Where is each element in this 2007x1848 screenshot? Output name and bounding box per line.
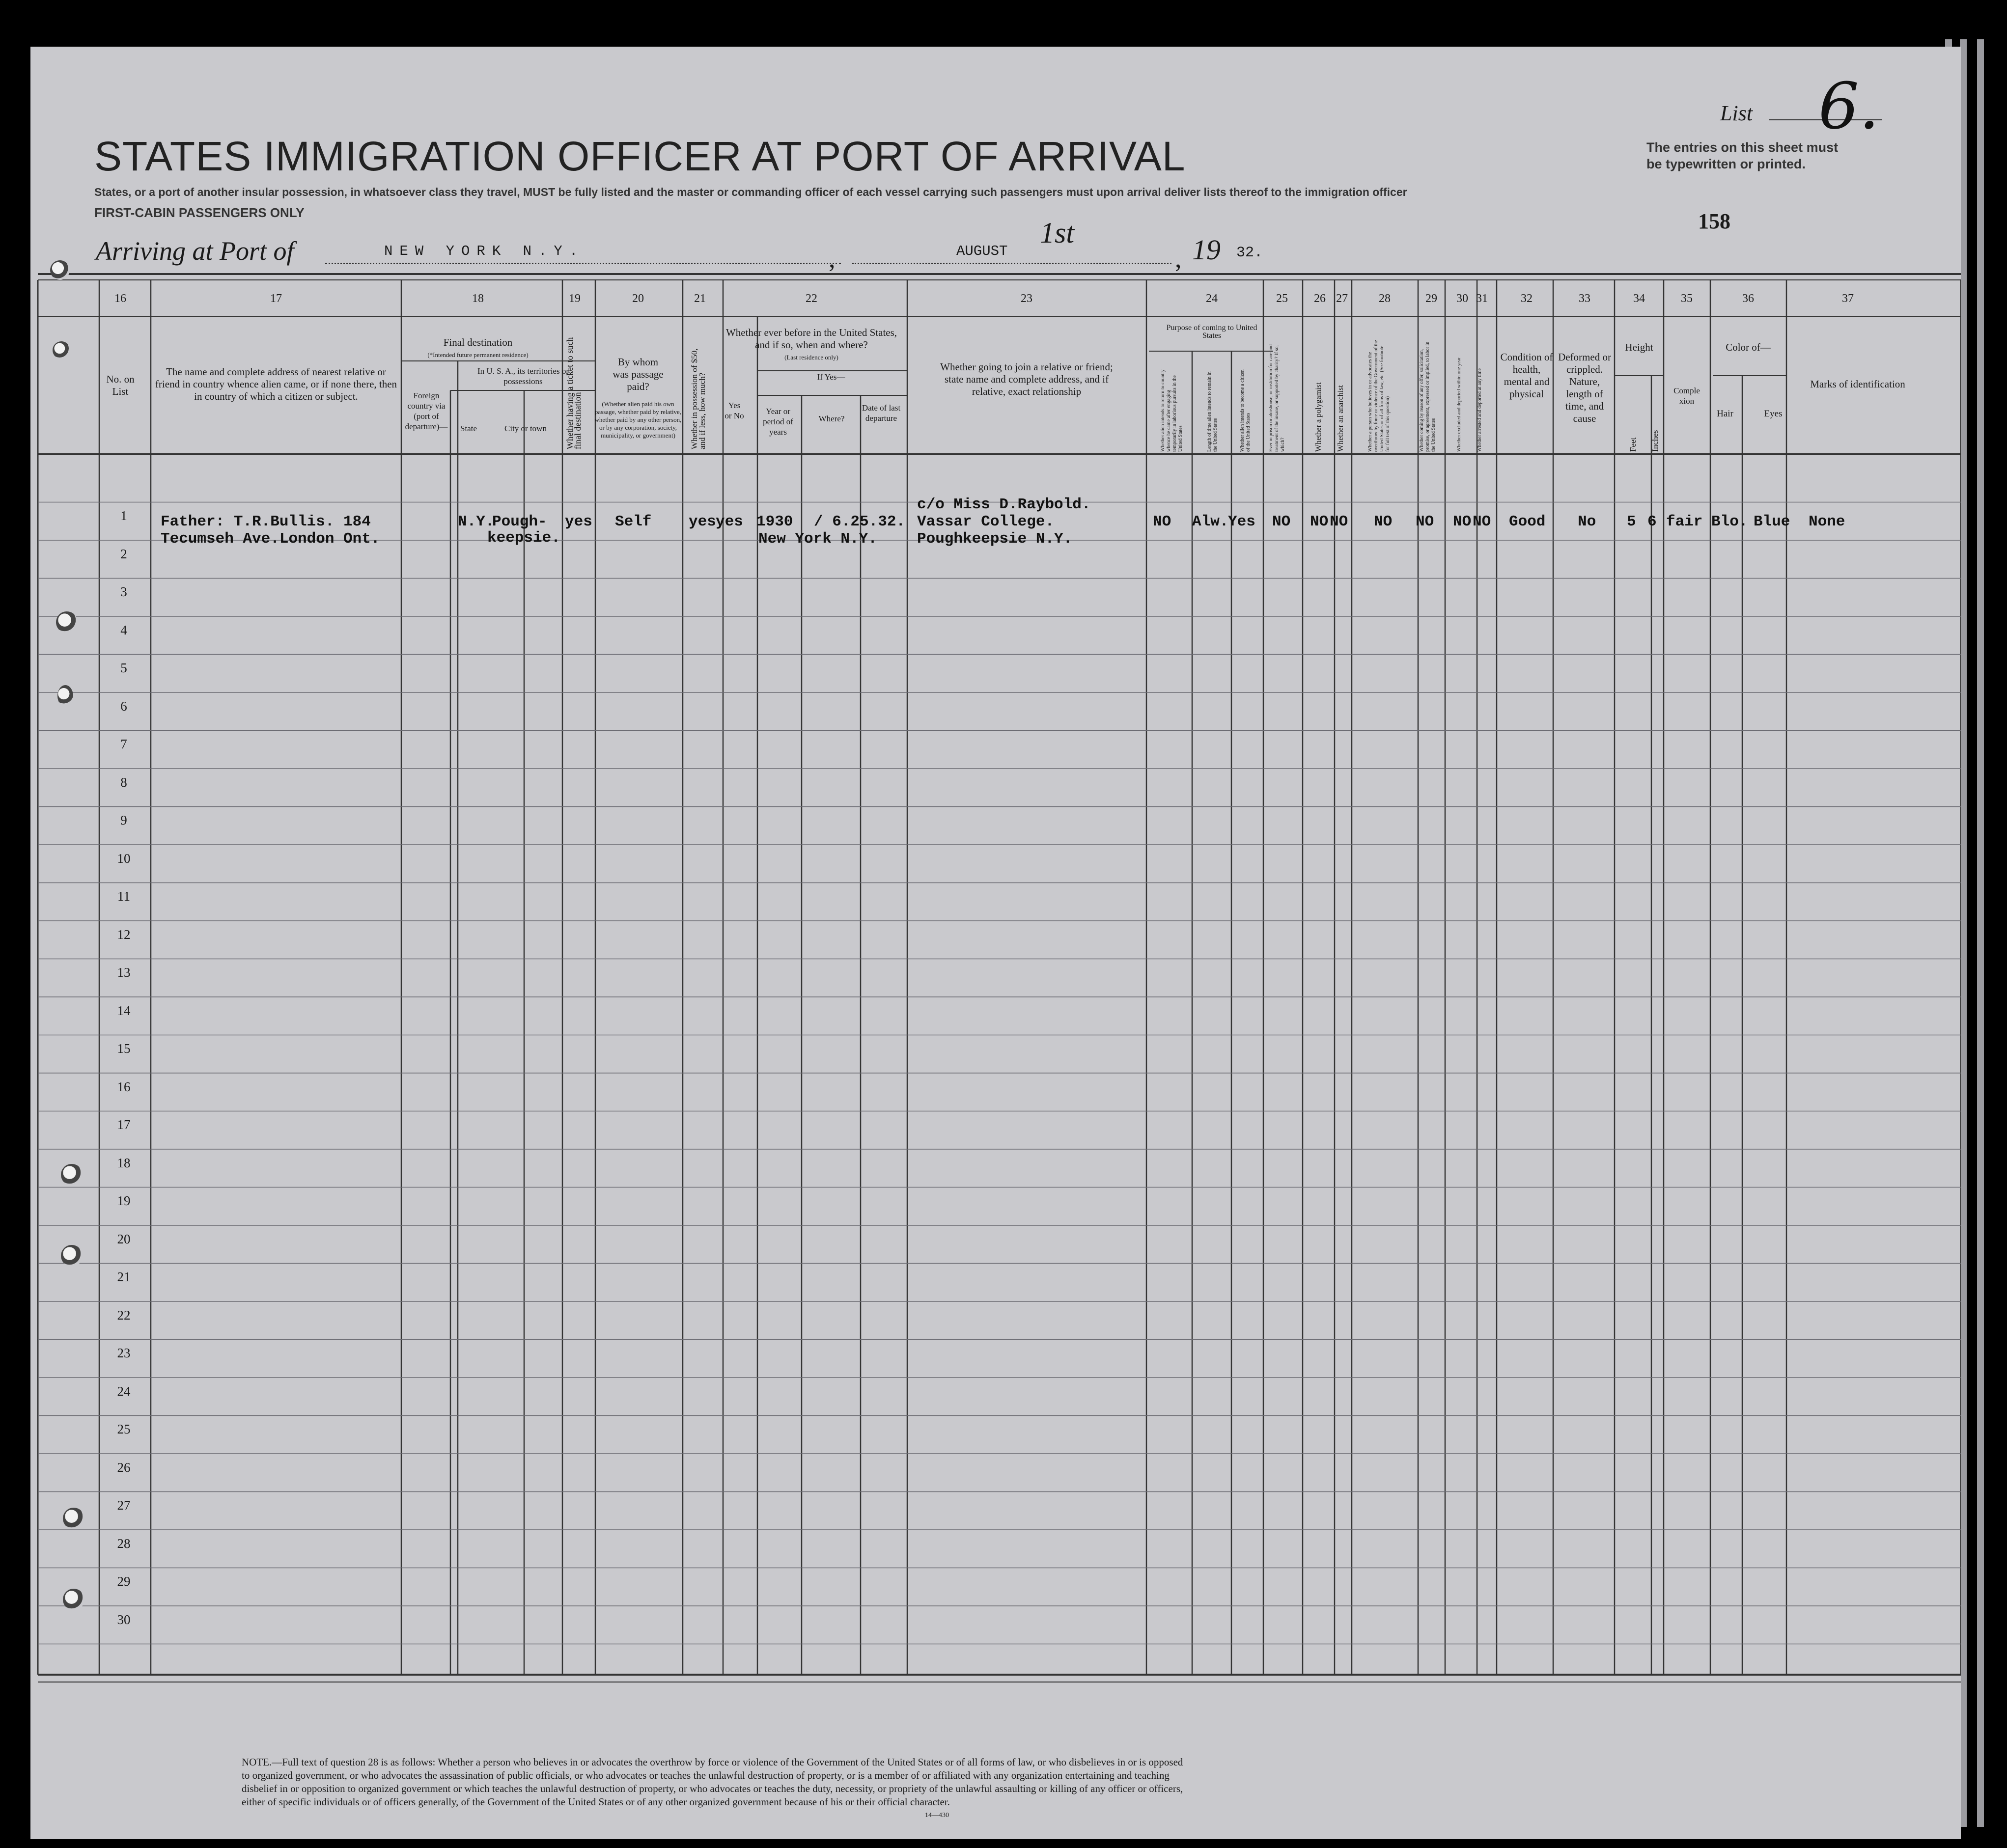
row-number: 25 [117,1422,131,1436]
sheet-edge-3 [1977,39,1984,1827]
joining-line-3[interactable]: Poughkeepsie N.Y. [917,530,1073,548]
before-value[interactable]: yes [716,513,743,530]
footnote [242,1756,1185,1822]
arriving-label: Arriving at Port of [96,236,294,266]
row-number: 21 [117,1269,131,1284]
col-num-35: 35 [1681,292,1693,305]
manifest-grid [30,47,1961,1839]
binder-hole [63,1589,84,1610]
row-number: 10 [117,851,131,866]
row-number: 6 [120,698,127,714]
form-title: STATES IMMIGRATION OFFICER AT PORT OF ARRIVAL [94,133,1186,179]
year-prefix: 19 [1192,234,1221,266]
relative-line-1[interactable]: Father: T.R.Bullis. 184 [161,513,371,530]
footnote-lead: NOTE.— [242,1756,282,1768]
manifest-sheet [30,47,1961,1839]
row-number: 20 [117,1231,131,1246]
header-in-usa: In U. S. A., its territories or possessions [477,366,569,386]
col-num-28: 28 [1379,292,1391,305]
header-prison: Ever in prison or almshouse, or institution for care and treatment of the insane, or supported by charity? If so, which? [1268,344,1285,452]
year-value[interactable]: 1930 [756,513,793,530]
header-length-of-stay: Length of time alien intends to remain in the United States [1207,371,1218,452]
date-month-field[interactable]: AUGUST [956,243,1008,259]
row-number: 7 [120,737,127,751]
binder-hole [63,1508,84,1529]
row-number: 19 [117,1193,131,1208]
row-number: 12 [117,927,131,942]
binder-hole [57,685,73,707]
header-yes-no: Yes or No [725,401,744,420]
row-number: 18 [117,1155,131,1170]
row-number: 26 [117,1460,131,1475]
list-number[interactable]: 6. [1818,69,1880,143]
dest-city-2[interactable]: keepsie. [487,529,560,547]
header-inches: Inches [1650,430,1660,452]
ticket-value[interactable]: yes [565,513,592,530]
first-cabin-label: FIRST-CABIN PASSENGERS ONLY [94,205,305,220]
col-num-32: 32 [1521,292,1533,305]
entries-note-line-2: be typewritten or printed. [1646,157,1806,171]
binder-hole [61,1245,83,1267]
col-num-17: 17 [270,292,282,305]
health-value[interactable]: Good [1509,513,1546,530]
where-value[interactable]: New York N.Y. [758,530,877,548]
header-year: Year or period of years [763,407,793,437]
col-num-33: 33 [1579,292,1590,305]
binder-hole [61,1164,83,1186]
col-num-24: 24 [1206,292,1218,305]
row-number: 3 [120,584,127,599]
header-intends-citizen: Whether alien intends to become a citizen of the United States [1240,369,1251,452]
col-num-36: 36 [1742,292,1754,305]
passage-value[interactable]: Self [615,513,652,530]
eyes-value[interactable]: Blue [1754,513,1790,530]
row-number: 14 [117,1003,131,1018]
port-field[interactable]: NEW YORK N.Y. [384,243,585,259]
row-number: 27 [117,1498,131,1513]
feet-value[interactable]: 5 [1627,513,1636,530]
marks-value[interactable]: None [1809,513,1845,530]
entries-note-line-1: The entries on this sheet must [1646,140,1839,155]
date-day-field[interactable]: 1st [1040,217,1075,249]
header-ticket: Whether having a ticket to such final destination [565,337,583,449]
row-number: 28 [117,1536,131,1551]
row-number: 30 [117,1612,131,1627]
port-comma: , [829,244,836,273]
col-num-20: 20 [632,292,644,305]
header-health: Condition of health, mental and physical [1500,351,1553,400]
header-color-of: Color of— [1726,341,1771,353]
row-number: 8 [120,774,127,790]
header-where: Where? [818,414,845,423]
complexion-value[interactable]: fair [1666,513,1703,530]
col-num-25: 25 [1276,292,1288,305]
col-num-37: 37 [1842,292,1854,305]
binder-hole [56,611,78,633]
header-no-on-list: No. on List [106,373,135,397]
header-city: City or town [504,424,547,433]
row-number: 22 [117,1307,131,1323]
col-num-21: 21 [694,292,706,305]
dest-city-1[interactable]: Pough- [492,513,547,530]
header-eyes: Eyes [1764,409,1783,419]
binder-hole [50,260,70,280]
joining-line-1[interactable]: c/o Miss D.Raybold. [917,496,1091,513]
row-number: 16 [117,1079,131,1094]
sheet-edge-2 [1960,39,1967,1827]
binder-hole [53,341,70,359]
col-num-26: 26 [1314,292,1326,305]
return-value[interactable]: NO [1153,513,1171,530]
deported-value[interactable]: NO [1473,513,1491,530]
row-number: 2 [120,546,127,561]
header-deformed: Deformed or crippled. Nature, length of time, and cause [1558,351,1611,424]
dest-state[interactable]: N.Y. [458,513,495,530]
overthrow-value[interactable]: NO [1374,513,1393,530]
row-number: 11 [117,889,130,904]
labor-offer-value[interactable]: NO [1416,513,1434,530]
page-number: 158 [1698,209,1730,233]
length-value[interactable]: Alw. [1192,513,1229,530]
header-feet: Feet [1628,437,1638,452]
anarchist-value[interactable]: NO [1330,513,1348,530]
date-comma: , [1175,244,1182,273]
relative-line-2[interactable]: Tecumseh Ave.London Ont. [161,530,380,548]
header-date-departure: Date of last departure [862,403,901,423]
deformed-value[interactable]: No [1578,513,1596,530]
prison-value[interactable]: NO [1272,513,1291,530]
row-number: 24 [117,1383,131,1399]
departure-date-value[interactable]: / 6.25.32. [814,513,906,530]
col-num-27: 27 [1336,292,1348,305]
footnote-text: Full text of question 28 is as follows: Whether a person who believes in or advocates the overthrow by force or violence of the Government of the United States or of all forms of law, or who disbelieves in or is opposed to organized government, or who advocates the assassination of public officials, or who advocates or teaches the unlawful destruction of property, or is a member of or affiliated with any organization entertaining and teaching disbelief in or opposition to organized government or which teaches the unlawful destruction of property, or who advocates or teaches the duty, necessity, or propriety of the unlawful assaulting or killing of any officer or officers, either of specific individuals or of officers generally, of the Government of the United States or of any other organized government because of his or their official character. [242,1756,1183,1808]
hair-value[interactable]: Blo. [1711,513,1748,530]
header-overthrow: Whether a person who believes in or advocates the overthrow by force or violence of the Government of the United States or of all forms of law, etc. (See footnote for full text of this question) [1367,340,1391,452]
footnote-code: 14—430 [925,1812,949,1819]
header-ever-before-sub: (Last residence only) [784,354,838,361]
row-number: 1 [120,508,127,523]
header-state: State [460,424,477,433]
header-purpose: Purpose of coming to United States [1166,324,1257,340]
joining-line-2[interactable]: Vassar College. [917,513,1055,530]
row-number: 23 [117,1346,131,1360]
row-number: 4 [120,622,127,637]
header-intends-return: Whether alien intends to return to country whence he came after engaging temporarily in laborious pursuits in the United States [1160,369,1183,452]
inches-value[interactable]: 6 [1647,513,1657,530]
polygamist-value[interactable]: NO [1310,513,1329,530]
header-excluded: Whether excluded and deported within one year [1456,357,1462,452]
row-number: 13 [117,965,131,980]
row-number: 15 [117,1041,131,1056]
header-hair: Hair [1717,409,1733,419]
header-nearest-relative: The name and complete address of nearest relative or friend in country whence alien came, or if none there, then in country of which a citizen or subject. [155,366,397,402]
header-final-destination: Final destination [443,336,513,348]
header-complexion: Complexion [1673,386,1700,406]
money-value[interactable]: yes [689,513,716,530]
header-deported: Whether arrested and deported at any time [1477,368,1482,452]
col-num-23: 23 [1021,292,1032,305]
form-instruction: States, or a port of another insular possession, in whatsoever class they travel, MUST be fully listed and the master or commanding officer of each vessel carrying such passengers must upon arrival deliver lists thereof to the immigration officer [94,186,1407,198]
header-passage-paid: By whom was passage paid? [613,356,664,392]
header-joining: Whether going to join a relative or friend; state name and complete address, and if relative, exact relationship [940,361,1113,397]
col-num-18: 18 [472,292,484,305]
row-number: 17 [117,1117,131,1132]
header-if-yes: If Yes— [817,372,845,382]
header-labor-offer: Whether coming by reason of any offer, solicitation, promise, or agreement, expressed or implied, to labor in the United States [1419,341,1436,452]
header-money: Whether in possession of $50, and if less, how much? [690,348,707,449]
header-foreign-country: Foreign country via (port of departure)— [405,391,448,431]
row-number: 5 [120,661,127,675]
header-passage-paid-sub: (Whether alien paid his own passage, whether paid by relative, whether paid by any other person, or by any corporation, society, municipality, or government) [594,400,682,439]
citizen-value[interactable]: Yes [1228,513,1255,530]
header-polygamist: Whether a polygamist [1314,382,1323,452]
col-num-22: 22 [806,292,817,305]
header-ever-before: Whether ever before in the United States, and if so, when and where? [725,327,897,351]
col-num-19: 19 [569,292,581,305]
year-field[interactable]: 32. [1236,245,1263,261]
row-number: 29 [117,1574,131,1589]
col-num-31: 31 [1476,292,1488,305]
col-num-29: 29 [1425,292,1437,305]
excluded-value[interactable]: NO [1453,513,1472,530]
col-num-16: 16 [114,292,126,305]
header-final-destination-sub: (*Intended future permanent residence) [427,351,529,359]
header-height: Height [1625,341,1653,353]
col-num-34: 34 [1633,292,1645,305]
col-num-30: 30 [1456,292,1468,305]
header-marks: Marks of identification [1810,378,1905,390]
row-number: 9 [120,813,127,827]
header-anarchist: Whether an anarchist [1337,385,1345,452]
list-label: List [1720,101,1753,125]
